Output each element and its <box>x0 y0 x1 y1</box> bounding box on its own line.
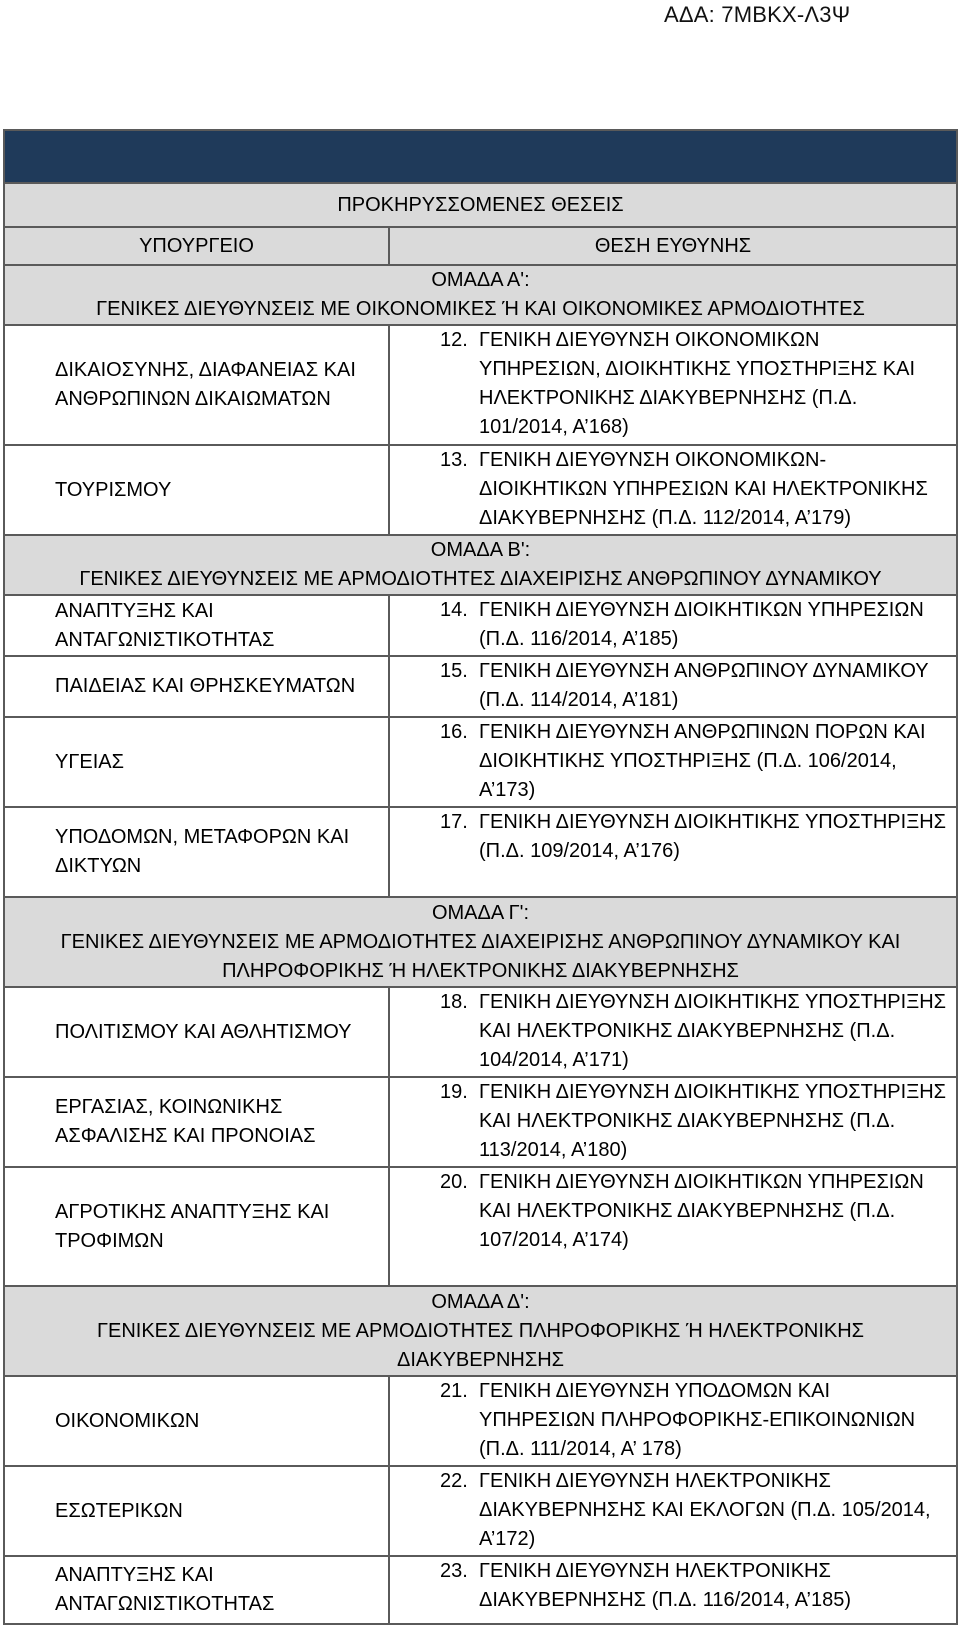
ministry-name-line: ΕΣΩΤΕΡΙΚΩΝ <box>55 1499 183 1522</box>
position-title-line: ΓΕΝΙΚΗ ΔΙΕΥΘΥΝΣΗ ΗΛΕΚΤΡΟΝΙΚΗΣ <box>479 1560 831 1582</box>
ministry-name-line: ΟΙΚΟΝΟΜΙΚΩΝ <box>55 1409 200 1432</box>
ministry-cell <box>4 1376 389 1466</box>
position-title <box>479 808 956 866</box>
ministry-name-line: ΑΝΑΠΤΥΞΗΣ ΚΑΙ <box>55 1564 214 1586</box>
position-title <box>479 446 956 533</box>
position-title <box>479 1168 956 1255</box>
position-cell <box>389 445 957 535</box>
positions-table <box>3 129 958 1625</box>
ministry-name-line: ΑΝΑΠΤΥΞΗΣ ΚΑΙ <box>55 599 214 622</box>
position-title <box>479 596 956 654</box>
position-title-line: Α’172) <box>479 1528 536 1550</box>
position-title-line: ΓΕΝΙΚΗ ΔΙΕΥΘΥΝΣΗ ΟΙΚΟΝΟΜΙΚΩΝ- <box>479 449 827 471</box>
position-cell <box>389 595 957 656</box>
group-header <box>4 535 957 595</box>
group-label: ΟΜΑΔΑ Δ': <box>431 1290 530 1313</box>
position-title-line: ΔΙΟΙΚΗΤΙΚΗΣ ΥΠΟΣΤΗΡΙΞΗΣ (Π.Δ. 106/2014, <box>479 750 897 772</box>
table-row <box>4 717 957 807</box>
position-title-line: ΔΙΑΚΥΒΕΡΝΗΣΗΣ (Π.Δ. 112/2014, Α’179) <box>479 507 851 529</box>
ministry-cell <box>4 987 389 1077</box>
position-title-line: ΓΕΝΙΚΗ ΔΙΕΥΘΥΝΣΗ ΔΙΟΙΚΗΤΙΚΩΝ ΥΠΗΡΕΣΙΩΝ <box>479 1171 924 1193</box>
ministry-cell <box>4 1556 389 1624</box>
position-title <box>479 1078 956 1165</box>
ministry-name-line: ΠΑΙΔΕΙΑΣ ΚΑΙ ΘΡΗΣΚΕΥΜΑΤΩΝ <box>55 675 356 697</box>
position-title-line: ΓΕΝΙΚΗ ΔΙΕΥΘΥΝΣΗ ΑΝΘΡΩΠΙΝΟΥ ΔΥΝΑΜΙΚΟΥ <box>479 660 929 682</box>
group-label: ΟΜΑΔΑ Γ': <box>431 901 530 924</box>
ministry-name-line: ΠΟΛΙΤΙΣΜΟΥ ΚΑΙ ΑΘΛΗΤΙΣΜΟΥ <box>55 1020 352 1043</box>
table-row <box>4 987 957 1077</box>
ministry-name-line: ΑΝΤΑΓΩΝΙΣΤΙΚΟΤΗΤΑΣ <box>55 1593 275 1615</box>
position-number: 16. <box>440 721 468 743</box>
position-title-line: (Π.Δ. 109/2014, Α’176) <box>479 840 680 862</box>
group-description: ΓΕΝΙΚΕΣ ΔΙΕΥΘΥΝΣΕΙΣ ΜΕ ΑΡΜΟΔΙΟΤΗΤΕΣ ΠΛΗΡΟΦΟΡΙΚΗΣ Ή ΗΛΕΚΤΡΟΝΙΚΗΣ <box>96 1319 865 1342</box>
group-label: ΟΜΑΔΑ Α': <box>431 269 530 291</box>
ministry-name-line: ΤΡΟΦΙΜΩΝ <box>55 1229 164 1252</box>
ada-code: ΑΔΑ: 7ΜΒΚΧ-Λ3Ψ <box>664 2 851 27</box>
table-row <box>4 445 957 535</box>
ministry-name-line: ΕΡΓΑΣΙΑΣ, ΚΟΙΝΩΝΙΚΗΣ <box>55 1096 283 1118</box>
position-number: 18. <box>440 991 468 1013</box>
position-number: 12. <box>440 329 468 351</box>
group-header <box>4 1286 957 1376</box>
position-cell <box>389 807 957 897</box>
group-description: ΔΙΑΚΥΒΕΡΝΗΣΗΣ <box>396 1348 564 1371</box>
position-title-line: ΓΕΝΙΚΗ ΔΙΕΥΘΥΝΣΗ ΔΙΟΙΚΗΤΙΚΩΝ ΥΠΗΡΕΣΙΩΝ <box>479 599 924 621</box>
ministry-cell <box>4 656 389 717</box>
table-title: ΠΡΟΚΗΡΥΣΣΟΜΕΝΕΣ ΘΕΣΕΙΣ <box>4 183 957 227</box>
table-row <box>4 1077 957 1167</box>
table-row <box>4 595 957 656</box>
ministry-name-line: ΑΝΘΡΩΠΙΝΩΝ ΔΙΚΑΙΩΜΑΤΩΝ <box>55 388 331 410</box>
ministry-name-line: ΑΣΦΑΛΙΣΗΣ ΚΑΙ ΠΡΟΝΟΙΑΣ <box>55 1125 316 1147</box>
position-title <box>479 326 956 442</box>
position-title-line: ΓΕΝΙΚΗ ΔΙΕΥΘΥΝΣΗ ΥΠΟΔΟΜΩΝ ΚΑΙ <box>479 1380 831 1402</box>
ministry-cell <box>4 1077 389 1167</box>
position-title-line: ΔΙΑΚΥΒΕΡΝΗΣΗΣ (Π.Δ. 116/2014, Α’185) <box>479 1589 851 1611</box>
position-cell <box>389 1376 957 1466</box>
position-title-line: ΥΠΗΡΕΣΙΩΝ, ΔΙΟΙΚΗΤΙΚΗΣ ΥΠΟΣΤΗΡΙΞΗΣ ΚΑΙ <box>479 358 916 380</box>
position-cell <box>389 656 957 717</box>
position-title-line: (Π.Δ. 116/2014, Α’185) <box>479 628 679 650</box>
position-number: 14. <box>440 599 468 621</box>
position-title-line: 107/2014, Α’174) <box>479 1229 629 1251</box>
position-cell <box>389 1167 957 1286</box>
ministry-name-line: ΤΟΥΡΙΣΜΟΥ <box>55 478 172 501</box>
position-cell <box>389 987 957 1077</box>
position-title <box>479 718 956 805</box>
group-description: ΓΕΝΙΚΕΣ ΔΙΕΥΘΥΝΣΕΙΣ ΜΕ ΑΡΜΟΔΙΟΤΗΤΕΣ ΔΙΑΧΕΙΡΙΣΗΣ ΑΝΘΡΩΠΙΝΟΥ ΔΥΝΑΜΙΚΟΥ ΚΑΙ <box>60 930 901 953</box>
ministry-name-line: ΔΙΚΤΥΩΝ <box>55 855 142 877</box>
group-header <box>4 265 957 325</box>
position-title-line: Α’173) <box>479 779 536 801</box>
position-title-line: ΓΕΝΙΚΗ ΔΙΕΥΘΥΝΣΗ ΗΛΕΚΤΡΟΝΙΚΗΣ <box>479 1470 831 1492</box>
position-number: 23. <box>440 1560 468 1582</box>
position-title-line: (Π.Δ. 111/2014, Α’ 178) <box>479 1438 682 1460</box>
ministry-cell <box>4 807 389 897</box>
table-row <box>4 1466 957 1556</box>
position-title-line: ΥΠΗΡΕΣΙΩΝ ΠΛΗΡΟΦΟΡΙΚΗΣ-ΕΠΙΚΟΙΝΩΝΙΩΝ <box>479 1409 916 1431</box>
group-description: ΓΕΝΙΚΕΣ ΔΙΕΥΘΥΝΣΕΙΣ ΜΕ ΟΙΚΟΝΟΜΙΚΕΣ Ή ΚΑΙ ΟΙΚΟΝΟΜΙΚΕΣ ΑΡΜΟΔΙΟΤΗΤΕΣ <box>96 298 865 320</box>
position-title-line: 101/2014, Α’168) <box>479 416 629 438</box>
position-cell <box>389 325 957 445</box>
table-row <box>4 656 957 717</box>
position-title <box>479 988 956 1075</box>
ministry-cell <box>4 445 389 535</box>
ministry-name-line: ΔΙΚΑΙΟΣΥΝΗΣ, ΔΙΑΦΑΝΕΙΑΣ ΚΑΙ <box>55 359 356 381</box>
position-title-line: ΔΙΟΙΚΗΤΙΚΩΝ ΥΠΗΡΕΣΙΩΝ ΚΑΙ ΗΛΕΚΤΡΟΝΙΚΗΣ <box>479 478 928 500</box>
position-number: 21. <box>440 1380 468 1402</box>
position-title-line: ΓΕΝΙΚΗ ΔΙΕΥΘΥΝΣΗ ΔΙΟΙΚΗΤΙΚΗΣ ΥΠΟΣΤΗΡΙΞΗΣ <box>479 991 947 1013</box>
column-header-position: ΘΕΣΗ ΕΥΘΥΝΗΣ <box>389 227 957 265</box>
position-title-line: ΔΙΑΚΥΒΕΡΝΗΣΗΣ ΚΑΙ ΕΚΛΟΓΩΝ (Π.Δ. 105/2014, <box>479 1499 931 1521</box>
position-title-line: ΚΑΙ ΗΛΕΚΤΡΟΝΙΚΗΣ ΔΙΑΚΥΒΕΡΝΗΣΗΣ (Π.Δ. <box>479 1200 896 1222</box>
position-number: 15. <box>440 660 468 682</box>
position-title-line: ΗΛΕΚΤΡΟΝΙΚΗΣ ΔΙΑΚΥΒΕΡΝΗΣΗΣ (Π.Δ. <box>479 387 858 409</box>
position-number: 22. <box>440 1470 468 1492</box>
group-description: ΓΕΝΙΚΕΣ ΔΙΕΥΘΥΝΣΕΙΣ ΜΕ ΑΡΜΟΔΙΟΤΗΤΕΣ ΔΙΑΧΕΙΡΙΣΗΣ ΑΝΘΡΩΠΙΝΟΥ ΔΥΝΑΜΙΚΟΥ <box>79 568 882 590</box>
position-title-line: ΓΕΝΙΚΗ ΔΙΕΥΘΥΝΣΗ ΔΙΟΙΚΗΤΙΚΗΣ ΥΠΟΣΤΗΡΙΞΗΣ <box>479 1081 947 1103</box>
position-number: 13. <box>440 449 468 471</box>
table-row <box>4 325 957 445</box>
position-cell <box>389 1077 957 1167</box>
position-title <box>479 1557 956 1615</box>
position-title <box>479 1377 956 1464</box>
position-title <box>479 1467 956 1554</box>
group-label: ΟΜΑΔΑ Β': <box>430 539 531 561</box>
ministry-cell <box>4 717 389 807</box>
position-title-line: 104/2014, Α’171) <box>479 1049 629 1071</box>
ministry-cell <box>4 1167 389 1286</box>
group-description: ΠΛΗΡΟΦΟΡΙΚΗΣ Ή ΗΛΕΚΤΡΟΝΙΚΗΣ ΔΙΑΚΥΒΕΡΝΗΣΗΣ <box>222 959 739 982</box>
ministry-name-line: ΑΝΤΑΓΩΝΙΣΤΙΚΟΤΗΤΑΣ <box>55 628 275 651</box>
ministry-cell <box>4 325 389 445</box>
position-number: 20. <box>440 1171 468 1193</box>
ministry-name-line: ΥΠΟΔΟΜΩΝ, ΜΕΤΑΦΟΡΩΝ ΚΑΙ <box>55 826 350 848</box>
ministry-cell <box>4 595 389 656</box>
header-band <box>4 130 957 183</box>
position-title-line: ΓΕΝΙΚΗ ΔΙΕΥΘΥΝΣΗ ΔΙΟΙΚΗΤΙΚΗΣ ΥΠΟΣΤΗΡΙΞΗΣ <box>479 811 947 833</box>
position-number: 19. <box>440 1081 468 1103</box>
position-cell <box>389 1556 957 1624</box>
table-row <box>4 1376 957 1466</box>
position-title-line: 113/2014, Α’180) <box>479 1139 628 1161</box>
position-cell <box>389 717 957 807</box>
group-header <box>4 897 957 987</box>
position-cell <box>389 1466 957 1556</box>
ministry-name-line: ΥΓΕΙΑΣ <box>55 750 124 773</box>
position-title-line: (Π.Δ. 114/2014, Α’181) <box>479 689 679 711</box>
position-number: 17. <box>440 811 468 833</box>
column-header-ministry: ΥΠΟΥΡΓΕΙΟ <box>4 227 389 265</box>
ministry-cell <box>4 1466 389 1556</box>
table-row <box>4 1556 957 1624</box>
position-title <box>479 657 956 715</box>
position-title-line: ΓΕΝΙΚΗ ΔΙΕΥΘΥΝΣΗ ΟΙΚΟΝΟΜΙΚΩΝ <box>479 329 820 351</box>
table-row <box>4 807 957 897</box>
table-row <box>4 1167 957 1286</box>
position-title-line: ΚΑΙ ΗΛΕΚΤΡΟΝΙΚΗΣ ΔΙΑΚΥΒΕΡΝΗΣΗΣ (Π.Δ. <box>479 1110 896 1132</box>
ministry-name-line: ΑΓΡΟΤΙΚΗΣ ΑΝΑΠΤΥΞΗΣ ΚΑΙ <box>55 1200 330 1223</box>
position-title-line: ΚΑΙ ΗΛΕΚΤΡΟΝΙΚΗΣ ΔΙΑΚΥΒΕΡΝΗΣΗΣ (Π.Δ. <box>479 1020 896 1042</box>
position-title-line: ΓΕΝΙΚΗ ΔΙΕΥΘΥΝΣΗ ΑΝΘΡΩΠΙΝΩΝ ΠΟΡΩΝ ΚΑΙ <box>479 721 926 743</box>
